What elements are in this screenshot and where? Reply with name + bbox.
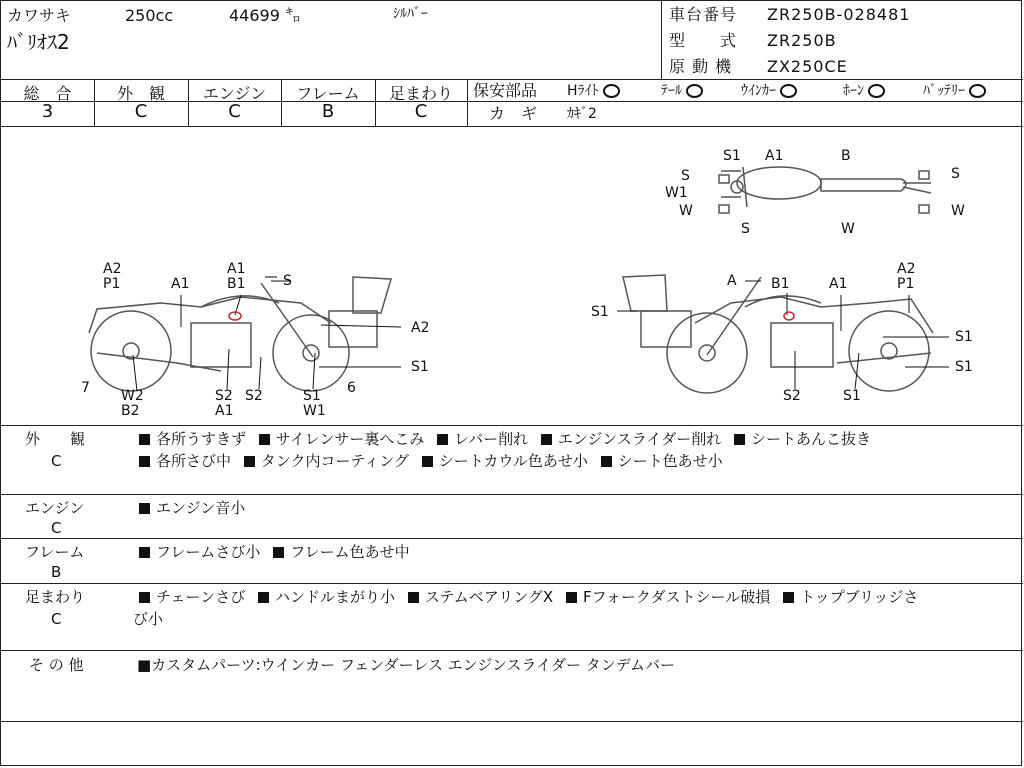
note-frame-grade: B	[51, 563, 62, 581]
ok-circle-icon	[969, 84, 986, 98]
ok-circle-icon	[686, 84, 703, 98]
top-label: B	[841, 148, 851, 164]
score-frame-label: フレーム	[296, 84, 360, 103]
bullet-icon	[601, 456, 612, 467]
bullet-icon	[244, 456, 255, 467]
score-total-value: 3	[41, 101, 54, 122]
score-frame-value: B	[321, 101, 335, 122]
bullet-icon	[273, 547, 284, 558]
header-divider	[661, 1, 662, 79]
motorcycle-diagrams	[1, 127, 1023, 425]
top-label: S	[951, 166, 960, 182]
score-engine-value: C	[228, 101, 241, 122]
left-label: S2	[245, 388, 263, 404]
note-exterior-grade: C	[51, 452, 62, 470]
model-name: ﾊﾞﾘｵｽ2	[7, 30, 70, 54]
notes-divider	[1, 494, 1023, 495]
left-label: A2	[411, 320, 430, 336]
note-suspension-line2: び小	[133, 610, 164, 628]
left-label: W2	[121, 388, 144, 404]
safety-item-battery: ﾊﾞｯﾃﾘｰ	[923, 82, 986, 100]
top-label: W1	[665, 185, 688, 201]
right-label: P1	[897, 276, 915, 292]
engine-value: ZX250CE	[767, 57, 848, 76]
left-label: S1	[303, 388, 321, 404]
right-label: B1	[771, 276, 790, 292]
key-label: カ ギ	[489, 104, 538, 123]
left-label: B1	[227, 276, 246, 292]
score-exterior-label: 外 観	[116, 84, 165, 103]
score-engine-label: エンジン	[202, 84, 267, 103]
bullet-icon	[783, 592, 794, 603]
bullet-icon	[437, 434, 448, 445]
bullet-icon	[541, 434, 552, 445]
top-label: S1	[723, 148, 741, 164]
left-label: S2	[215, 388, 233, 404]
right-label: S1	[955, 359, 973, 375]
score-suspension-value: C	[414, 101, 428, 122]
top-label: W	[679, 203, 693, 219]
right-label: S2	[783, 388, 801, 404]
frame-no-label: 車台番号	[669, 5, 738, 24]
damage-diagram	[1, 127, 1023, 425]
score-divider	[467, 79, 468, 126]
left-view-leaders	[133, 281, 401, 391]
motorcycle-right-view	[623, 275, 933, 393]
right-view-labels	[591, 261, 973, 404]
left-label: S	[283, 273, 292, 289]
notes-bottom-line	[1, 721, 1023, 722]
top-label: S	[681, 168, 690, 184]
right-label: S1	[843, 388, 861, 404]
note-exterior-line2: 各所さび中 タンク内コーティング シートカウル色あせ小 シート色あせ小	[139, 450, 723, 472]
safety-item-headlight: Hﾗｲﾄ	[567, 82, 620, 100]
score-exterior-value: C	[134, 101, 148, 122]
top-label: S	[741, 221, 750, 237]
note-frame-line1: フレームさび小 フレーム色あせ中	[139, 541, 410, 563]
note-exterior-line1: 各所うすきず サイレンサー裏へこみ レバー削れ エンジンスライダー削れ シートあんこ抜き	[139, 428, 871, 450]
safety-label: 保安部品	[473, 81, 538, 100]
header-bottom-line	[1, 79, 1023, 80]
bullet-icon	[258, 592, 269, 603]
note-engine-grade: C	[51, 519, 62, 537]
left-label: A1	[227, 261, 246, 277]
engine-label: 原 動 機	[669, 57, 733, 76]
right-label: S1	[955, 329, 973, 345]
left-label: B2	[121, 403, 140, 419]
bullet-icon	[139, 456, 150, 467]
notes-divider	[1, 583, 1023, 584]
safety-item-tail: ﾃｰﾙ	[661, 82, 703, 100]
left-label: P1	[103, 276, 121, 292]
note-suspension-grade: C	[51, 610, 62, 628]
top-label: W	[951, 203, 965, 219]
note-suspension-label: 足まわり	[25, 588, 86, 606]
top-label: W	[841, 221, 855, 237]
right-label: A1	[829, 276, 848, 292]
left-label: A1	[171, 276, 190, 292]
notes-divider	[1, 538, 1023, 539]
motorcycle-left-view	[89, 277, 391, 391]
note-suspension-line1: チェーンさび ハンドルまがり小 ステムベアリングX Fフォークダストシール破損 トップブリッジさ	[139, 586, 918, 608]
maker: カワサキ	[7, 6, 72, 25]
bullet-icon	[139, 547, 150, 558]
left-label: W1	[303, 403, 326, 419]
ok-circle-icon	[603, 84, 620, 98]
left-label: 6	[347, 380, 356, 396]
right-label: A2	[897, 261, 916, 277]
mileage: 44699 ㌔	[229, 6, 301, 25]
safety-mid-line	[467, 101, 1023, 102]
left-label: 7	[81, 380, 90, 396]
bullet-icon	[139, 503, 150, 514]
diagram-bottom-line	[1, 425, 1023, 426]
bullet-icon	[259, 434, 270, 445]
key-value: ｶｷﾞ2	[567, 106, 597, 122]
score-suspension-label: 足まわり	[388, 84, 453, 103]
type-value: ZR250B	[767, 31, 837, 50]
frame-no: ZR250B-028481	[767, 5, 911, 24]
displacement: 250cc	[125, 6, 174, 25]
left-label: S1	[411, 359, 429, 375]
type-label: 型 式	[669, 31, 738, 50]
safety-item-winker: ｳｲﾝｶｰ	[741, 82, 797, 100]
safety-item-horn: ﾎｰﾝ	[843, 82, 885, 100]
score-total-label: 総 合	[23, 84, 72, 103]
left-label: A2	[103, 261, 122, 277]
ok-circle-icon	[868, 84, 885, 98]
color: ｼﾙﾊﾞｰ	[393, 6, 428, 22]
motorcycle-top-view	[719, 167, 931, 213]
bullet-icon	[734, 434, 745, 445]
note-other-label: そ の 他	[29, 656, 84, 674]
top-label: A1	[765, 148, 784, 164]
note-engine-label: エンジン	[25, 499, 85, 517]
left-label: A1	[215, 403, 234, 419]
bullet-icon	[566, 592, 577, 603]
note-other-text: ■カスタムパーツ:ウインカー フェンダーレス エンジンスライダー タンデムバー	[137, 656, 675, 674]
ok-circle-icon	[780, 84, 797, 98]
bullet-icon	[422, 456, 433, 467]
bullet-icon	[408, 592, 419, 603]
right-label: S1	[591, 304, 609, 320]
bullet-icon	[139, 592, 150, 603]
note-engine-line1: エンジン音小	[139, 497, 245, 519]
note-frame-label: フレーム	[25, 543, 85, 561]
top-view-labels	[665, 148, 965, 237]
bullet-icon	[139, 434, 150, 445]
notes-divider	[1, 650, 1023, 651]
note-exterior-label: 外 観	[25, 430, 86, 448]
damage-mark	[229, 312, 241, 320]
damage-mark	[784, 312, 794, 320]
right-label: A	[727, 273, 737, 289]
